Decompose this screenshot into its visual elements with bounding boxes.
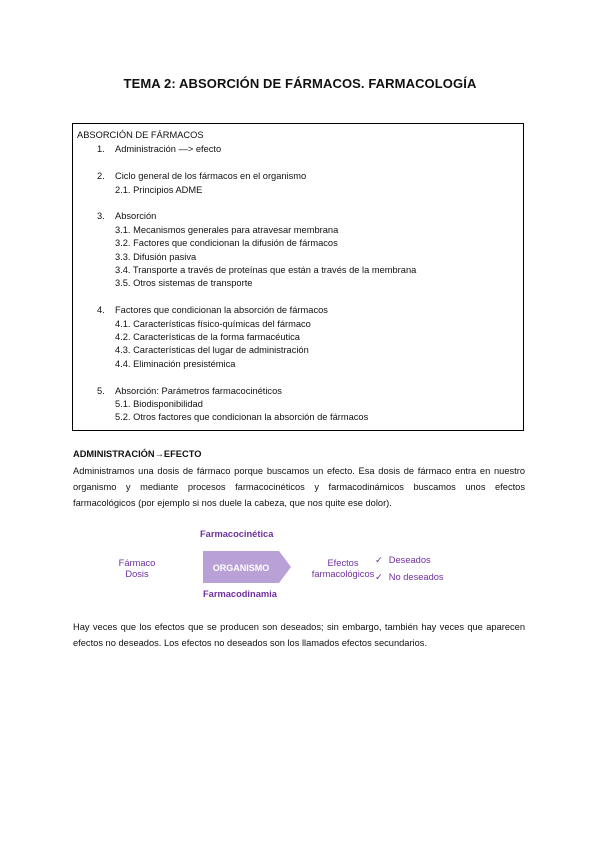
organismo-label: ORGANISMO (212, 563, 270, 573)
index-section-label: Absorción: Parámetros farmacocinéticos (115, 385, 282, 396)
index-section-number: 3. (97, 211, 105, 222)
dosis-label: Dosis (125, 569, 149, 579)
index-section-label: Factores que condicionan la absorción de fármacos (115, 305, 328, 316)
outcome-deseados (375, 555, 431, 566)
paragraph-2: Hay veces que los efectos que se producen son deseados; sin embargo, también hay veces que aparecen efectos no deseados. Los efectos no deseados son los llamados efectos secundarios. (73, 622, 525, 648)
index-section-number: 2. (97, 171, 105, 182)
paragraph-1: Administramos una dosis de fármaco porque buscamos un efecto. Esa dosis de fármaco entra en nuestro organismo y mediante procesos farmacocinéticos y farmacodinámicos buscamos unos efectos farmacológicos (por ejemplo si nos duele la cabeza, que nos quite ese dolor). (73, 466, 525, 508)
index-section (77, 210, 519, 290)
organismo-arrow (203, 551, 293, 583)
farmacodinamia-label: Farmacodinamia (203, 589, 277, 599)
index-box (72, 123, 524, 431)
check-icon: ✓ (375, 555, 383, 565)
index-section (77, 385, 519, 425)
farmaco-dosis-label (111, 558, 163, 580)
index-section-title (77, 143, 519, 156)
index-section-title (77, 304, 519, 317)
index-subsection: 5.1. Biodisponibilidad (115, 399, 203, 410)
index-heading: ABSORCIÓN DE FÁRMACOS (77, 130, 204, 140)
index-subsection: 3.2. Factores que condicionan la difusión de fármacos (115, 238, 338, 249)
index-section-number: 5. (97, 385, 105, 396)
index-sections (77, 143, 519, 424)
outcome-no-deseados-label: No deseados (388, 572, 444, 582)
pharmacology-diagram (73, 525, 525, 605)
index-section-label: Administración —> efecto (115, 144, 222, 155)
index-section-number: 4. (97, 305, 105, 316)
index-subsection: 3.1. Mecanismos generales para atravesar membrana (115, 224, 339, 235)
index-subsection: 3.4. Transporte a través de proteínas que están a través de la membrana (115, 265, 417, 276)
index-section-label: Absorción (115, 211, 157, 222)
index-section (77, 170, 519, 197)
index-subsection: 4.2. Características de la forma farmacéutica (115, 332, 300, 343)
index-section-number: 1. (97, 144, 105, 155)
index-subsection: 4.3. Características del lugar de administración (115, 345, 309, 356)
index-subsection: 3.3. Difusión pasiva (115, 251, 197, 262)
outcome-deseados-label: Deseados (388, 555, 431, 565)
index-subsection: 3.5. Otros sistemas de transporte (115, 278, 253, 289)
index-section-title (77, 385, 519, 398)
index-section-title (77, 210, 519, 223)
farmaco-label: Fármaco (118, 558, 156, 568)
efectos-line1: Efectos (327, 558, 359, 568)
section-heading: ADMINISTRACIÓN→EFECTO (73, 449, 202, 459)
page-title: TEMA 2: ABSORCIÓN DE FÁRMACOS. FARMACOLOGÍA (123, 76, 477, 91)
index-section (77, 143, 519, 156)
index-section (77, 304, 519, 371)
efectos-label (308, 558, 378, 580)
index-subsection: 2.1. Principios ADME (115, 184, 203, 195)
efectos-line2: farmacológicos (311, 569, 375, 579)
outcome-no-deseados (375, 572, 444, 583)
index-section-label: Ciclo general de los fármacos en el organismo (115, 171, 307, 182)
index-subsection: 4.1. Características físico-químicas del fármaco (115, 318, 311, 329)
index-subsection: 5.2. Otros factores que condicionan la absorción de fármacos (115, 412, 369, 423)
check-icon: ✓ (375, 572, 383, 582)
farmacocinetica-label: Farmacocinética (200, 529, 274, 539)
index-section-title (77, 170, 519, 183)
index-subsection: 4.4. Eliminación presistémica (115, 358, 236, 369)
